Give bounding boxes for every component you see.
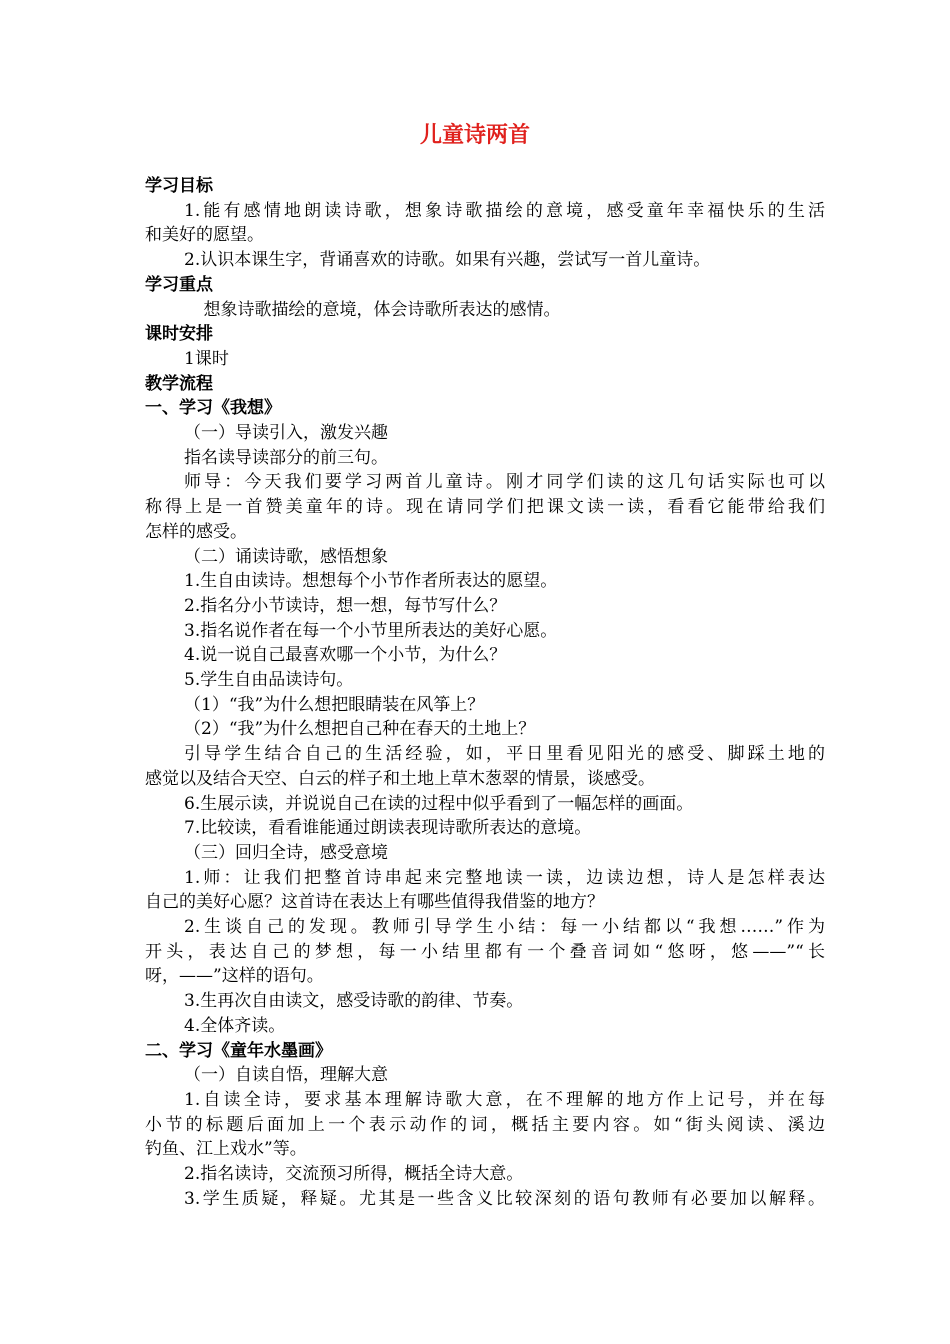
paragraph-line: 开头，表达自己的梦想，每一小结里都有一个叠音词如“悠呀，悠——”“长: [145, 941, 825, 962]
paragraph-line: （三）回归全诗，感受意境: [184, 842, 388, 863]
section-heading: 学习重点: [145, 274, 213, 295]
paragraph-line: 呀，——”这样的语句。: [145, 966, 324, 987]
paragraph-line: 1课时: [184, 348, 229, 369]
paragraph-line: 6.生展示读，并说说自己在读的过程中似乎看到了一幅怎样的画面。: [184, 793, 694, 814]
paragraph-line: 引导学生结合自己的生活经验，如，平日里看见阳光的感受、脚踩土地的: [184, 744, 825, 765]
paragraph-line: 4.说一说自己最喜欢哪一个小节，为什么？: [184, 645, 507, 666]
paragraph-line: （一）导读引入，激发兴趣: [184, 423, 388, 443]
paragraph-line: 3.学生质疑，释疑。尤其是一些含义比较深刻的语句教师有必要加以解释。: [184, 1188, 825, 1209]
paragraph-line: 1.生自由读诗。想想每个小节作者所表达的愿望。: [184, 571, 558, 592]
section-heading: 课时安排: [145, 324, 213, 345]
paragraph-line: 怎样的感受。: [145, 521, 247, 542]
paragraph-line: 1.能有感情地朗读诗歌，想象诗歌描绘的意境，感受童年幸福快乐的生活: [184, 200, 825, 221]
paragraph-line: 钓鱼、江上戏水”等。: [145, 1139, 307, 1160]
paragraph-line: （一）自读自悟，理解大意: [184, 1065, 388, 1086]
paragraph-line: 1.师：让我们把整首诗串起来完整地读一读，边读边想，诗人是怎样表达: [184, 867, 825, 888]
paragraph-line: 4.全体齐读。: [184, 1015, 286, 1036]
paragraph-line: 5.学生自由品读诗句。: [184, 670, 354, 690]
paragraph-line: （1）“我”为什么想把眼睛装在风筝上？: [184, 694, 485, 715]
paragraph-line: 指名读导读部分的前三句。: [184, 447, 388, 468]
paragraph-line: 称得上是一首赞美童年的诗。现在请同学们把课文读一读，看看它能带给我们: [145, 497, 825, 518]
paragraph-line: 1.自读全诗，要求基本理解诗歌大意，在不理解的地方作上记号，并在每: [184, 1089, 825, 1110]
paragraph-line: 2.认识本课生字，背诵喜欢的诗歌。如果有兴趣，尝试写一首儿童诗。: [184, 250, 711, 271]
paragraph-line: 3.指名说作者在每一个小节里所表达的美好心愿。: [184, 620, 558, 641]
paragraph-line: 感觉以及结合天空、白云的样子和土地上草木葱翠的情景，谈感受。: [145, 768, 655, 789]
paragraph-line: （2）“我”为什么想把自己种在春天的土地上？: [184, 719, 536, 740]
paragraph-line: 和美好的愿望。: [145, 225, 264, 246]
section-heading: 学习目标: [145, 176, 213, 196]
section-heading: 一、学习《我想》: [145, 398, 281, 419]
section-heading: 教学流程: [145, 373, 213, 394]
paragraph-line: 自己的美好心愿？这首诗在表达上有哪些值得我借鉴的地方？: [145, 892, 604, 913]
paragraph-line: 2.指名读诗，交流预习所得，概括全诗大意。: [184, 1164, 524, 1184]
paragraph-line: （二）诵读诗歌，感悟想象: [184, 546, 388, 567]
paragraph-line: 2.指名分小节读诗，想一想，每节写什么？: [184, 595, 507, 616]
paragraph-line: 想象诗歌描绘的意境，体会诗歌所表达的感情。: [203, 299, 561, 320]
paragraph-line: 师导：今天我们要学习两首儿童诗。刚才同学们读的这几句话实际也可以: [184, 472, 825, 493]
document-title: 儿童诗两首: [419, 123, 530, 148]
paragraph-line: 7.比较读，看看谁能通过朗读表现诗歌所表达的意境。: [184, 818, 592, 839]
paragraph-line: 小节的标题后面加上一个表示动作的词，概括主要内容。如“街头阅读、溪边: [145, 1114, 825, 1135]
paragraph-line: 2.生谈自己的发现。教师引导学生小结：每一小结都以“我想……”作为: [184, 917, 825, 937]
section-heading: 二、学习《童年水墨画》: [145, 1040, 332, 1061]
paragraph-line: 3.生再次自由读文，感受诗歌的韵律、节奏。: [184, 991, 524, 1012]
